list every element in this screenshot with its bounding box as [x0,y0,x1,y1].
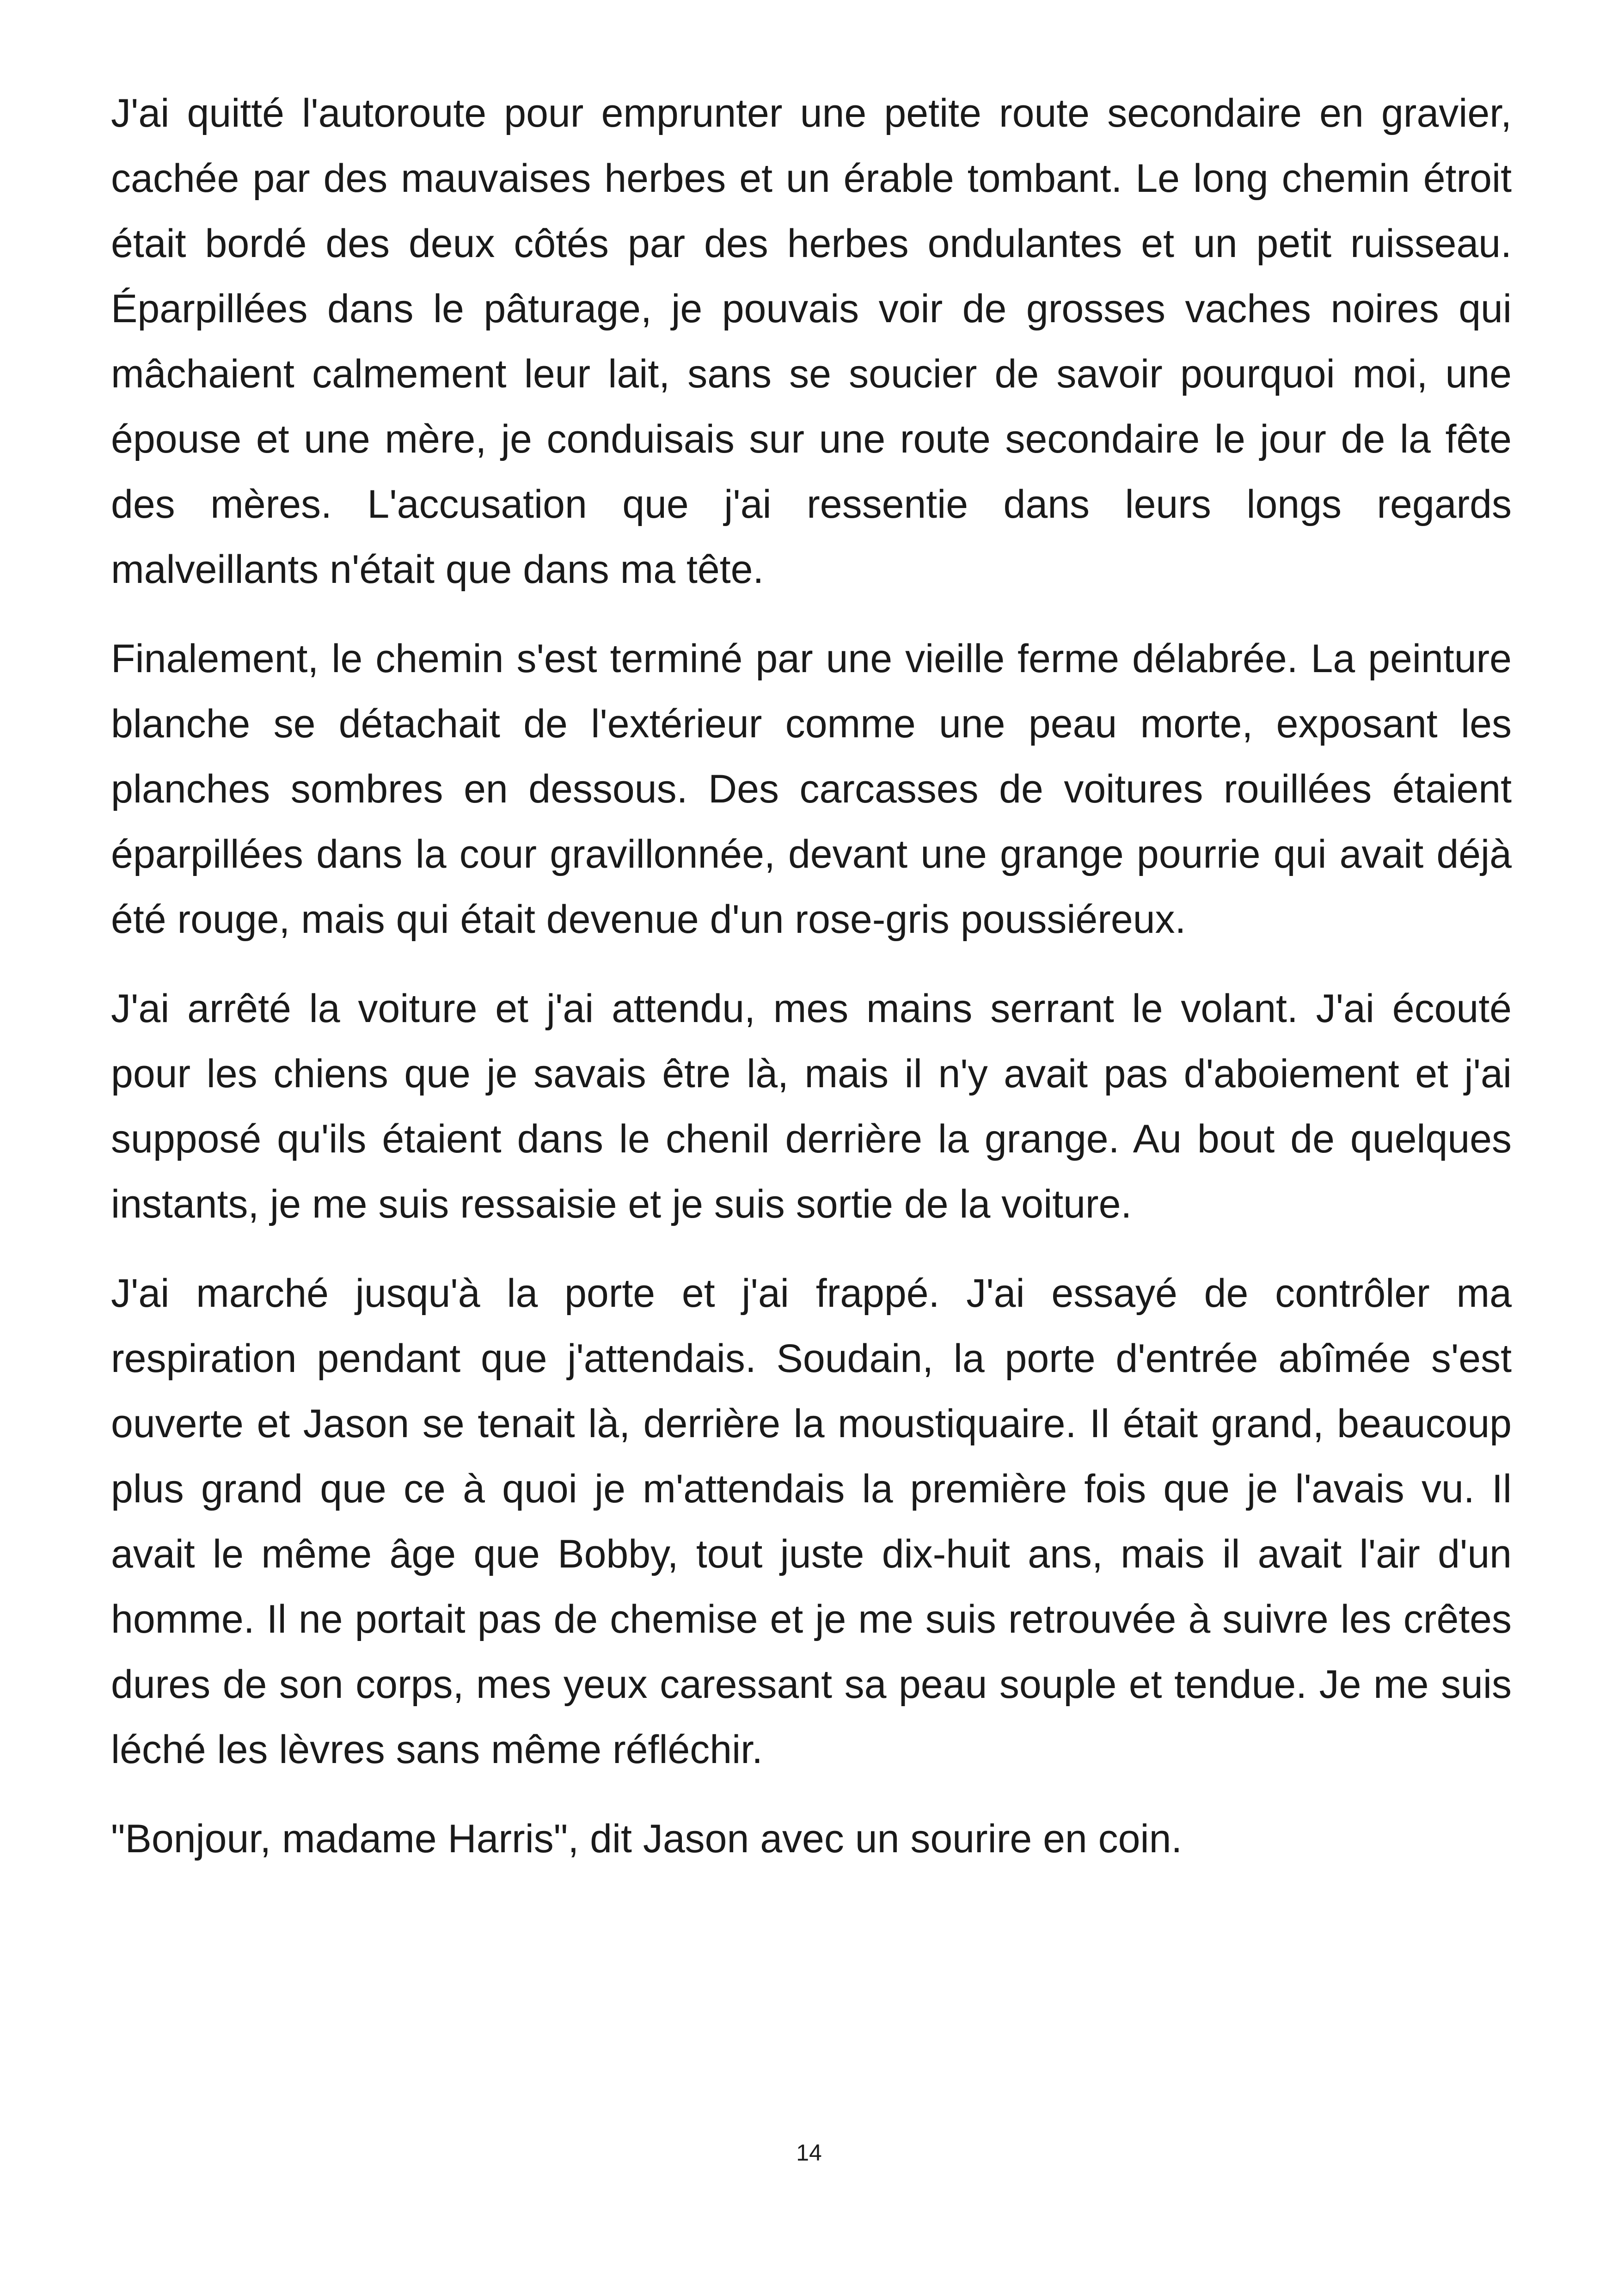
page-number: 14 [796,2140,822,2166]
paragraph-5: "Bonjour, madame Harris", dit Jason avec un sourire en coin. [111,1817,1183,1861]
body-text [111,81,1512,1896]
paragraph-1: J'ai quitté l'autoroute pour emprunter une petite route secondaire en gravier, cachée par des mauvaises herbes et un érable tombant. Le long chemin étroit était bordé des deux côtés par des herbes ondulantes et un petit ruisseau. Éparpillées dans le pâturage, je pouvais voir de grosses vaches noires qui mâchaient calmement leur lait, sans se soucier de savoir pourquoi moi, une épouse et une mère, je conduisais sur une route secondaire le jour de la fête des mères. L'accusation que j'ai ressentie dans leurs longs regards malveillants n'était que dans ma tête. [111,91,1512,592]
paragraph-4: J'ai marché jusqu'à la porte et j'ai frappé. J'ai essayé de contrôler ma respiration pendant que j'attendais. Soudain, la porte d'entrée abîmée s'est ouverte et Jason se tenait là, derrière la moustiquaire. Il était grand, beaucoup plus grand que ce à quoi je m'attendais la première fois que je l'avais vu. Il avait le même âge que Bobby, tout juste dix-huit ans, mais il avait l'air d'un homme. Il ne portait pas de chemise et je me suis retrouvée à suivre les crêtes dures de son corps, mes yeux caressant sa peau souple et tendue. Je me suis léché les lèvres sans même réfléchir. [111,1271,1512,1772]
paragraph-2: Finalement, le chemin s'est terminé par une vieille ferme délabrée. La peinture blanche se détachait de l'extérieur comme une peau morte, exposant les planches sombres en dessous. Des carcasses de voitures rouillées étaient éparpillées dans la cour gravillonnée, devant une grange pourrie qui avait déjà été rouge, mais qui était devenue d'un rose-gris poussiéreux. [111,637,1512,942]
paragraph-3: J'ai arrêté la voiture et j'ai attendu, mes mains serrant le volant. J'ai écouté pour les chiens que je savais être là, mais il n'y avait pas d'aboiement et j'ai supposé qu'ils étaient dans le chenil derrière la grange. Au bout de quelques instants, je me suis ressaisie et je suis sortie de la voiture. [111,986,1512,1226]
